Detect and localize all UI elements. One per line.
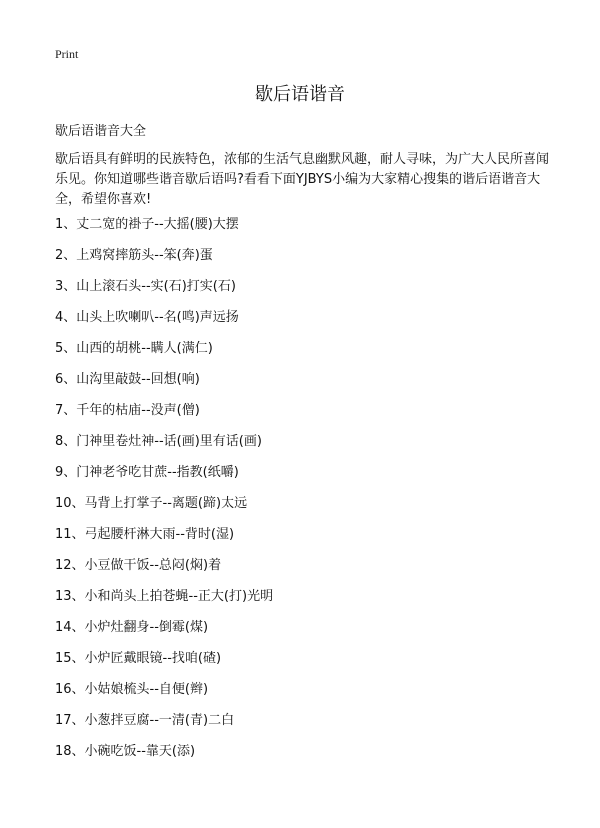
list-item: 16、小姑娘梳头--自便(辫)	[55, 682, 209, 697]
list-item: 10、马背上打掌子--离题(蹄)太远	[55, 496, 248, 511]
list-item: 6、山沟里敲鼓--回想(响)	[55, 372, 200, 387]
article-subtitle: 歇后语谐音大全	[55, 124, 147, 139]
page-title: 歇后语谐音	[255, 84, 345, 105]
list-item: 15、小炉匠戴眼镜--找咱(碴)	[55, 651, 222, 666]
list-item: 7、千年的枯庙--没声(僧)	[55, 403, 200, 418]
list-item: 2、上鸡窝摔筋头--笨(奔)蛋	[55, 248, 213, 263]
article-intro: 歇后语具有鲜明的民族特色，浓郁的生活气息幽默风趣，耐人寻味，为广大人民所喜闻乐见。你知道哪些谐音歇后语吗?看看下面YJBYS小编为大家精心搜集的谐后语谐音大全，希望你喜欢!	[55, 152, 550, 207]
list-item: 1、丈二宽的褂子--大摇(腰)大摆	[55, 217, 239, 232]
list-item: 13、小和尚头上拍苍蝇--正大(打)光明	[55, 589, 274, 604]
list-item: 18、小碗吃饭--靠天(添)	[55, 744, 196, 759]
list-item: 9、门神老爷吃甘蔗--指教(纸嚼)	[55, 465, 239, 480]
list-item: 5、山西的胡桃--瞒人(满仁)	[55, 341, 213, 356]
list-item: 12、小豆做干饭--总闷(焖)着	[55, 558, 222, 573]
entry-list	[55, 217, 273, 775]
list-item: 4、山头上吹喇叭--名(鸣)声远扬	[55, 310, 239, 325]
print-link[interactable]: Print	[55, 47, 79, 61]
list-item: 3、山上滚石头--实(石)打实(石)	[55, 279, 236, 294]
list-item: 11、弓起腰杆淋大雨--背时(湿)	[55, 527, 235, 542]
list-item: 17、小葱拌豆腐--一清(青)二白	[55, 713, 235, 728]
list-item: 14、小炉灶翻身--倒霉(煤)	[55, 620, 209, 635]
list-item: 8、门神里卷灶神--话(画)里有话(画)	[55, 434, 262, 449]
